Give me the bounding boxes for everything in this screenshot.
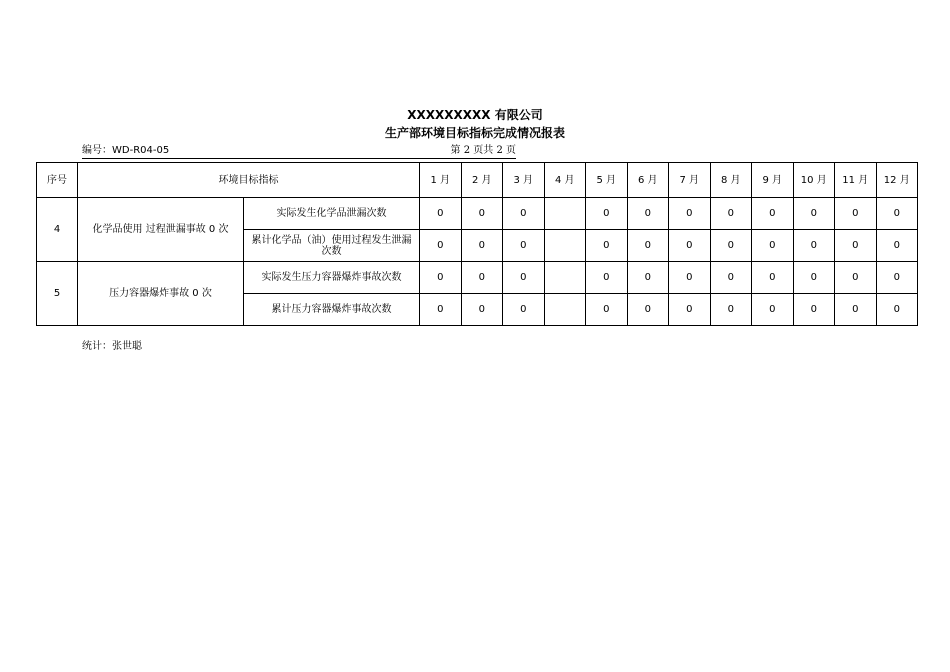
value-cell: 0 — [669, 198, 711, 230]
header-target: 环境目标指标 — [78, 163, 420, 198]
value-cell: 0 — [710, 294, 752, 326]
header-month: 2 月 — [461, 163, 503, 198]
document-code-value: WD-R04-05 — [112, 145, 170, 156]
header-month: 5 月 — [586, 163, 628, 198]
target-cell: 压力容器爆炸事故 0 次 — [78, 262, 244, 326]
value-cell: 0 — [876, 294, 918, 326]
value-cell: 0 — [710, 198, 752, 230]
value-cell: 0 — [835, 230, 877, 262]
document-code — [82, 143, 169, 158]
value-cell: 0 — [793, 230, 835, 262]
value-cell: 0 — [793, 262, 835, 294]
value-cell — [544, 198, 586, 230]
report-table — [36, 162, 918, 326]
report-title: 生产部环境目标指标完成情况报表 — [384, 126, 565, 140]
table-row — [37, 198, 918, 230]
value-cell: 0 — [586, 294, 628, 326]
value-cell — [544, 230, 586, 262]
seq-cell: 4 — [37, 198, 78, 262]
value-cell: 0 — [627, 230, 669, 262]
value-cell: 0 — [503, 230, 545, 262]
header-month: 4 月 — [544, 163, 586, 198]
value-cell: 0 — [420, 230, 462, 262]
value-cell: 0 — [752, 262, 794, 294]
header-month: 7 月 — [669, 163, 711, 198]
value-cell: 0 — [586, 230, 628, 262]
value-cell: 0 — [669, 230, 711, 262]
value-cell: 0 — [461, 262, 503, 294]
table-row — [37, 262, 918, 294]
header-month: 6 月 — [627, 163, 669, 198]
page-info: 第 2 页共 2 页 — [450, 145, 516, 156]
value-cell: 0 — [461, 230, 503, 262]
value-cell: 0 — [420, 198, 462, 230]
value-cell: 0 — [586, 262, 628, 294]
table-header-row — [37, 163, 918, 198]
document-meta-row — [82, 143, 516, 159]
document-code-label: 编号： — [82, 145, 112, 156]
value-cell: 0 — [710, 230, 752, 262]
value-cell: 0 — [420, 294, 462, 326]
indicator-cell: 实际发生化学品泄漏次数 — [244, 198, 420, 230]
value-cell: 0 — [586, 198, 628, 230]
statistician-line: 统计：张世聪 — [82, 341, 142, 352]
value-cell: 0 — [835, 294, 877, 326]
header-month: 9 月 — [752, 163, 794, 198]
value-cell: 0 — [752, 294, 794, 326]
value-cell: 0 — [669, 262, 711, 294]
header-month: 11 月 — [835, 163, 877, 198]
seq-cell: 5 — [37, 262, 78, 326]
header-month: 3 月 — [503, 163, 545, 198]
header-month: 1 月 — [420, 163, 462, 198]
header-month: 12 月 — [876, 163, 918, 198]
value-cell — [544, 262, 586, 294]
value-cell: 0 — [669, 294, 711, 326]
value-cell: 0 — [461, 198, 503, 230]
company-name: XXXXXXXXX 有限公司 — [407, 108, 543, 122]
indicator-cell: 实际发生压力容器爆炸事故次数 — [244, 262, 420, 294]
value-cell: 0 — [420, 262, 462, 294]
header-month: 8 月 — [710, 163, 752, 198]
value-cell: 0 — [461, 294, 503, 326]
value-cell: 0 — [503, 262, 545, 294]
value-cell: 0 — [503, 198, 545, 230]
value-cell: 0 — [627, 262, 669, 294]
value-cell: 0 — [793, 294, 835, 326]
value-cell: 0 — [835, 198, 877, 230]
target-cell: 化学品使用 过程泄漏事故 0 次 — [78, 198, 244, 262]
value-cell: 0 — [752, 198, 794, 230]
value-cell: 0 — [503, 294, 545, 326]
value-cell: 0 — [876, 262, 918, 294]
value-cell: 0 — [627, 198, 669, 230]
header-month: 10 月 — [793, 163, 835, 198]
value-cell: 0 — [710, 262, 752, 294]
indicator-cell: 累计压力容器爆炸事故次数 — [244, 294, 420, 326]
header-seq: 序号 — [37, 163, 78, 198]
value-cell — [544, 294, 586, 326]
value-cell: 0 — [876, 230, 918, 262]
value-cell: 0 — [627, 294, 669, 326]
value-cell: 0 — [752, 230, 794, 262]
value-cell: 0 — [835, 262, 877, 294]
value-cell: 0 — [876, 198, 918, 230]
value-cell: 0 — [793, 198, 835, 230]
indicator-cell: 累计化学品（油）使用过程发生泄漏次数 — [244, 230, 420, 262]
